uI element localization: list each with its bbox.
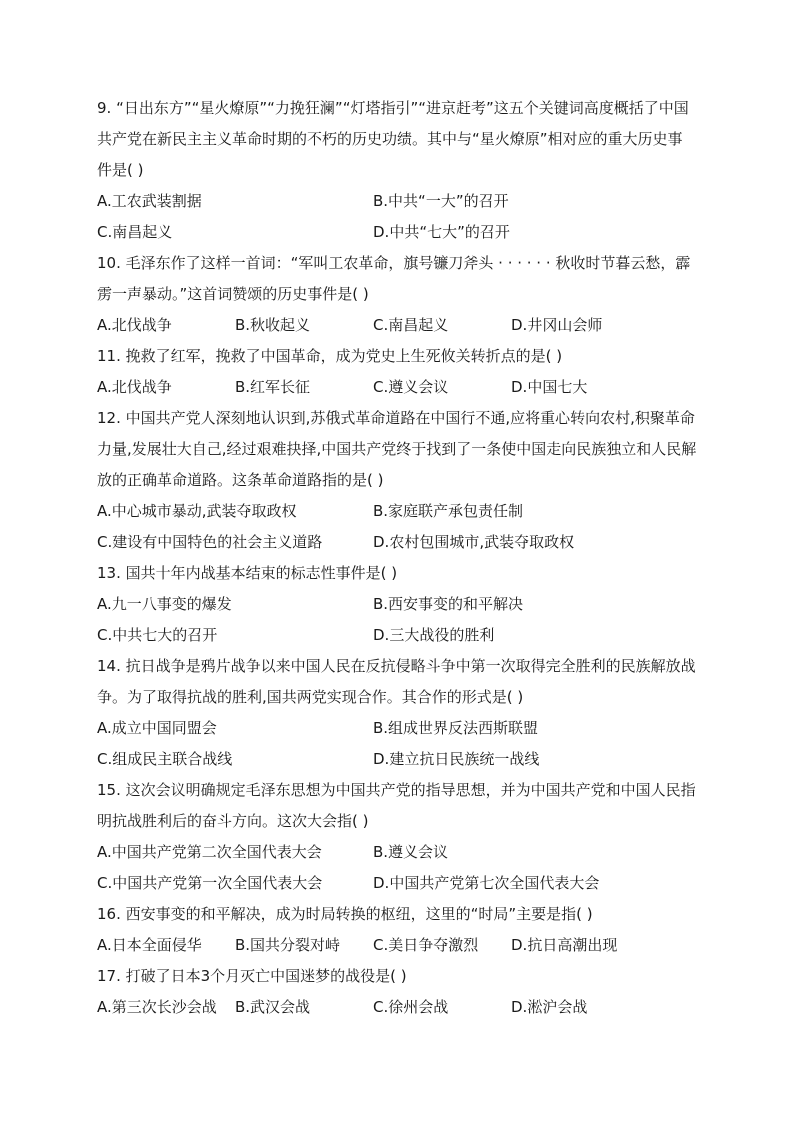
option-b: B.中共“一大”的召开 [373,192,509,210]
option-b: B.秋收起义 [235,316,311,334]
question-16 [97,899,697,961]
option-c: C.遵义会议 [373,378,449,396]
options-row [97,868,697,899]
question-stem: 12. 中国共产党人深刻地认识到,苏俄式革命道路在中国行不通,应将重心转向农村,积聚革命力量,发展壮大自己,经过艰难抉择,中国共产党终于找到了一条使中国走向民族独立和人民解放的正确革命道路。这条革命道路指的是( ) [97,409,697,489]
options-row [97,496,697,527]
option-d: D.井冈山会师 [511,316,603,334]
question-15 [97,775,697,899]
option-a: A.第三次长沙会战 [97,998,217,1016]
option-c: C.组成民主联合战线 [97,750,233,768]
options-row [97,527,697,558]
option-a: A.北伐战争 [97,378,172,396]
options-row [97,372,697,403]
question-13 [97,558,697,651]
option-a: A.中心城市暴动,武装夺取政权 [97,502,297,520]
question-stem: 16. 西安事变的和平解决，成为时局转换的枢纽，这里的“时局”主要是指( ) [97,905,593,923]
option-c: C.美日争夺激烈 [373,936,479,954]
option-a: A.工农武装割据 [97,192,202,210]
option-d: D.农村包围城市,武装夺取政权 [373,533,575,551]
options-row [97,713,697,744]
option-c: C.中共七大的召开 [97,626,218,644]
options-row [97,930,697,961]
option-c: C.中国共产党第一次全国代表大会 [97,874,323,892]
option-d: D.三大战役的胜利 [373,626,495,644]
question-stem: 10. 毛泽东作了这样一首词：“军叫工农革命，旗号镰刀斧头 · · · · · · 秋收时节暮云愁，霹雳一声暴动。”这首词赞颂的历史事件是( ) [97,254,691,303]
question-stem: 14. 抗日战争是鸦片战争以来中国人民在反抗侵略斗争中第一次取得完全胜利的民族解放战争。为了取得抗战的胜利,国共两党实现合作。其合作的形式是( ) [97,657,696,706]
option-a: A.日本全面侵华 [97,936,202,954]
question-14 [97,651,697,775]
options-row [97,620,697,651]
option-b: B.红军长征 [235,378,311,396]
option-c: C.徐州会战 [373,998,449,1016]
question-17 [97,961,697,1023]
options-row [97,589,697,620]
option-b: B.遵义会议 [373,843,449,861]
option-b: B.国共分裂对峙 [235,936,341,954]
question-11 [97,341,697,403]
options-row [97,186,697,217]
options-row [97,217,697,248]
option-d: D.中国七大 [511,378,588,396]
option-c: C.南昌起义 [373,316,449,334]
option-b: B.组成世界反法西斯联盟 [373,719,539,737]
options-row [97,744,697,775]
question-12 [97,403,697,558]
option-b: B.家庭联产承包责任制 [373,502,524,520]
question-stem: 13. 国共十年内战基本结束的标志性事件是( ) [97,564,398,582]
question-9 [97,93,697,248]
options-row [97,310,697,341]
option-c: C.建设有中国特色的社会主义道路 [97,533,323,551]
option-d: D.中共“七大”的召开 [373,223,510,241]
question-stem: 9. “日出东方”“星火燎原”“力挽狂澜”“灯塔指引”“进京赶考”这五个关键词高度概括了中国共产党在新民主主义革命时期的不朽的历史功绩。其中与“星火燎原”相对应的重大历史事件是( ) [97,99,689,179]
question-list [97,93,697,1023]
question-10 [97,248,697,341]
option-b: B.武汉会战 [235,998,311,1016]
option-d: D.中国共产党第七次全国代表大会 [373,874,600,892]
option-d: D.建立抗日民族统一战线 [373,750,540,768]
option-b: B.西安事变的和平解决 [373,595,524,613]
option-a: A.北伐战争 [97,316,172,334]
option-a: A.中国共产党第二次全国代表大会 [97,843,322,861]
question-stem: 11. 挽救了红军，挽救了中国革命，成为党史上生死攸关转折点的是( ) [97,347,563,365]
options-row [97,837,697,868]
option-c: C.南昌起义 [97,223,173,241]
options-row [97,992,697,1023]
question-stem: 15. 这次会议明确规定毛泽东思想为中国共产党的指导思想，并为中国共产党和中国人民指明抗战胜利后的奋斗方向。这次大会指( ) [97,781,696,830]
option-d: D.抗日高潮出现 [511,936,618,954]
option-d: D.淞沪会战 [511,998,588,1016]
option-a: A.九一八事变的爆发 [97,595,232,613]
question-stem: 17. 打破了日本3个月灭亡中国迷梦的战役是( ) [97,967,407,985]
option-a: A.成立中国同盟会 [97,719,217,737]
